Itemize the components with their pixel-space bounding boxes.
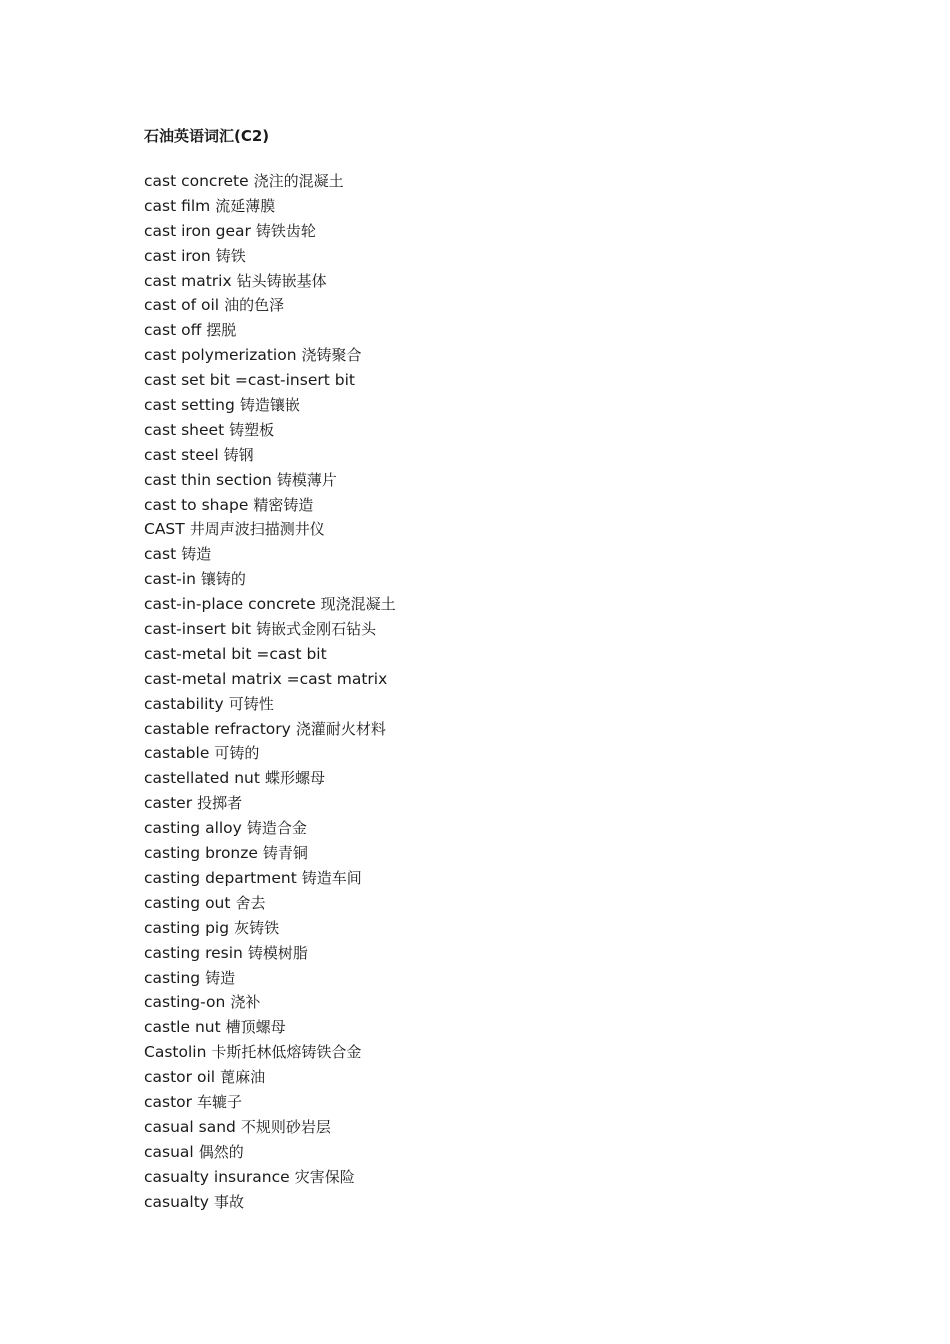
entry-translation: 油的色泽 bbox=[224, 296, 285, 315]
entry-term: casting-on bbox=[144, 993, 226, 1012]
entry-translation: 精密铸造 bbox=[253, 495, 314, 514]
entry-translation: 灰铸铁 bbox=[234, 918, 280, 937]
glossary-entry bbox=[144, 567, 844, 592]
entry-term: casual bbox=[144, 1142, 194, 1161]
entry-translation: 可铸性 bbox=[228, 694, 274, 713]
entry-translation: 现浇混凝土 bbox=[320, 595, 396, 614]
entry-term: casualty insurance bbox=[144, 1167, 290, 1186]
entry-translation: 车辘子 bbox=[197, 1092, 243, 1111]
entry-term: cast thin section bbox=[144, 470, 272, 489]
entry-translation: 蓖麻油 bbox=[220, 1068, 266, 1087]
entry-term: casual sand bbox=[144, 1117, 236, 1136]
entry-term: casting resin bbox=[144, 943, 243, 962]
entry-term: Castolin bbox=[144, 1043, 207, 1062]
glossary-entry bbox=[144, 1065, 844, 1090]
entry-term: cast-metal matrix =cast matrix bbox=[144, 669, 388, 688]
glossary-entry bbox=[144, 891, 844, 916]
entry-term: casualty bbox=[144, 1192, 209, 1211]
glossary-entry bbox=[144, 1115, 844, 1140]
glossary-list bbox=[144, 169, 844, 1214]
entry-translation: 铸塑板 bbox=[229, 420, 275, 439]
glossary-entry bbox=[144, 219, 844, 244]
glossary-entry bbox=[144, 269, 844, 294]
glossary-entry bbox=[144, 1165, 844, 1190]
glossary-entry bbox=[144, 692, 844, 717]
glossary-entry bbox=[144, 741, 844, 766]
entry-translation: 铸造 bbox=[205, 968, 236, 987]
entry-term: cast bbox=[144, 545, 177, 564]
entry-term: castor bbox=[144, 1092, 193, 1111]
glossary-entry bbox=[144, 966, 844, 991]
glossary-entry bbox=[144, 493, 844, 518]
glossary-entry bbox=[144, 393, 844, 418]
entry-translation: 卡斯托林低熔铸铁合金 bbox=[211, 1043, 362, 1062]
entry-translation: 浇铸聚合 bbox=[301, 346, 362, 365]
glossary-entry bbox=[144, 542, 844, 567]
entry-term: cast to shape bbox=[144, 495, 249, 514]
glossary-entry bbox=[144, 592, 844, 617]
entry-term: castability bbox=[144, 694, 224, 713]
glossary-entry bbox=[144, 468, 844, 493]
glossary-entry bbox=[144, 1140, 844, 1165]
entry-term: castellated nut bbox=[144, 769, 260, 788]
entry-translation: 钻头铸嵌基体 bbox=[236, 271, 327, 290]
entry-translation: 铸造合金 bbox=[246, 819, 307, 838]
document-title: 石油英语词汇(C2) bbox=[144, 127, 270, 145]
glossary-entry bbox=[144, 194, 844, 219]
entry-term: castor oil bbox=[144, 1068, 216, 1087]
entry-translation: 铸铁齿轮 bbox=[255, 221, 316, 240]
entry-translation: 浇补 bbox=[230, 993, 261, 1012]
entry-translation: 铸模树脂 bbox=[247, 943, 308, 962]
entry-term: cast-insert bit bbox=[144, 620, 252, 639]
entry-term: cast concrete bbox=[144, 172, 249, 190]
entry-translation: 井周声波扫描测井仪 bbox=[189, 520, 325, 539]
entry-term: cast sheet bbox=[144, 420, 225, 439]
glossary-entry bbox=[144, 318, 844, 343]
entry-term: CAST bbox=[144, 520, 185, 539]
glossary-entry bbox=[144, 667, 844, 692]
entry-term: cast steel bbox=[144, 445, 219, 464]
glossary-entry bbox=[144, 866, 844, 891]
glossary-entry bbox=[144, 169, 844, 194]
entry-term: cast-in bbox=[144, 570, 196, 589]
entry-term: casting bbox=[144, 968, 201, 987]
glossary-entry bbox=[144, 1090, 844, 1115]
entry-translation: 铸造镶嵌 bbox=[239, 396, 300, 415]
entry-term: cast of oil bbox=[144, 296, 220, 315]
entry-translation: 浇灌耐火材料 bbox=[295, 719, 386, 738]
glossary-entry bbox=[144, 642, 844, 667]
entry-translation: 铸青铜 bbox=[262, 844, 308, 863]
entry-translation: 不规则砂岩层 bbox=[240, 1117, 331, 1136]
entry-translation: 浇注的混凝土 bbox=[253, 172, 344, 190]
entry-term: castable refractory bbox=[144, 719, 291, 738]
entry-term: cast setting bbox=[144, 396, 235, 415]
glossary-entry bbox=[144, 293, 844, 318]
entry-translation: 铸钢 bbox=[223, 445, 254, 464]
glossary-entry bbox=[144, 990, 844, 1015]
entry-term: caster bbox=[144, 794, 193, 813]
entry-term: casting pig bbox=[144, 918, 230, 937]
entry-term: cast off bbox=[144, 321, 202, 340]
glossary-entry bbox=[144, 418, 844, 443]
entry-term: casting out bbox=[144, 893, 231, 912]
glossary-entry bbox=[144, 343, 844, 368]
glossary-entry bbox=[144, 941, 844, 966]
entry-translation: 摆脱 bbox=[206, 321, 237, 340]
entry-translation: 投掷者 bbox=[197, 794, 243, 813]
entry-term: casting bronze bbox=[144, 844, 258, 863]
entry-translation: 铸模薄片 bbox=[276, 470, 337, 489]
glossary-entry bbox=[144, 517, 844, 542]
glossary-entry bbox=[144, 617, 844, 642]
entry-term: cast iron gear bbox=[144, 221, 251, 240]
glossary-entry bbox=[144, 1040, 844, 1065]
entry-translation: 铸造车间 bbox=[301, 868, 362, 887]
glossary-entry bbox=[144, 717, 844, 742]
glossary-entry bbox=[144, 1015, 844, 1040]
entry-translation: 铸铁 bbox=[215, 246, 246, 265]
entry-term: casting alloy bbox=[144, 819, 242, 838]
glossary-entry bbox=[144, 791, 844, 816]
glossary-entry bbox=[144, 766, 844, 791]
entry-term: castable bbox=[144, 744, 210, 763]
glossary-entry bbox=[144, 244, 844, 269]
entry-translation: 偶然的 bbox=[198, 1142, 244, 1161]
entry-term: cast film bbox=[144, 196, 211, 215]
entry-term: castle nut bbox=[144, 1018, 221, 1037]
glossary-entry bbox=[144, 443, 844, 468]
entry-translation: 事故 bbox=[213, 1192, 244, 1211]
entry-term: cast set bit =cast-insert bit bbox=[144, 371, 355, 390]
glossary-entry bbox=[144, 841, 844, 866]
entry-translation: 流延薄膜 bbox=[215, 196, 276, 215]
entry-translation: 槽顶螺母 bbox=[225, 1018, 286, 1037]
glossary-entry bbox=[144, 1190, 844, 1215]
entry-translation: 铸造 bbox=[181, 545, 212, 564]
entry-translation: 铸嵌式金刚石钻头 bbox=[256, 620, 377, 639]
entry-translation: 灾害保险 bbox=[294, 1167, 355, 1186]
glossary-entry bbox=[144, 368, 844, 393]
entry-translation: 蝶形螺母 bbox=[264, 769, 325, 788]
entry-term: cast matrix bbox=[144, 271, 232, 290]
entry-term: cast-metal bit =cast bit bbox=[144, 644, 327, 663]
document-page bbox=[144, 125, 844, 1214]
glossary-entry bbox=[144, 916, 844, 941]
entry-term: cast-in-place concrete bbox=[144, 595, 316, 614]
entry-term: cast polymerization bbox=[144, 346, 297, 365]
entry-translation: 镶铸的 bbox=[200, 570, 246, 589]
entry-translation: 可铸的 bbox=[214, 744, 260, 763]
entry-term: cast iron bbox=[144, 246, 211, 265]
glossary-entry bbox=[144, 816, 844, 841]
entry-term: casting department bbox=[144, 868, 297, 887]
entry-translation: 舍去 bbox=[235, 893, 266, 912]
